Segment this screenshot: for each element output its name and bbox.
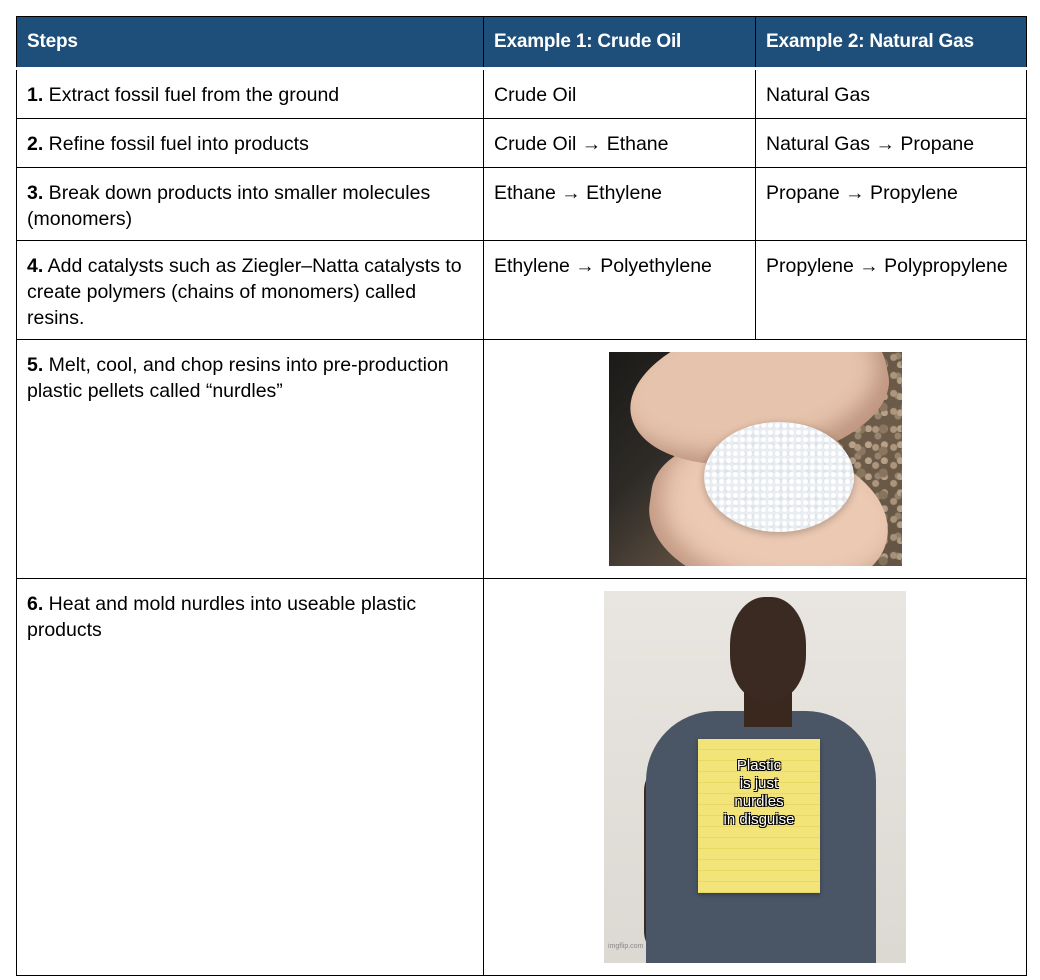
- sign-text: [698, 757, 820, 829]
- step-text: Extract fossil fuel from the ground: [43, 84, 340, 106]
- plastic-pellets: [704, 422, 854, 532]
- step-cell: [17, 579, 484, 976]
- step-number: 3.: [27, 182, 44, 204]
- step-cell: [17, 168, 484, 241]
- example-2-cell: Propane → Propylene: [756, 168, 1027, 241]
- meme-image-cell: [484, 579, 1027, 976]
- table-row: [17, 340, 1027, 579]
- step-number: 4.: [27, 255, 44, 277]
- step-text: Heat and mold nurdles into useable plastic products: [27, 593, 417, 641]
- step-text: Refine fossil fuel into products: [43, 133, 309, 155]
- example-1-cell: Crude Oil: [484, 69, 756, 119]
- table-row: [17, 119, 1027, 168]
- table-row: [17, 241, 1027, 340]
- step-number: 6.: [27, 593, 44, 615]
- table-row: [17, 69, 1027, 119]
- step-text: Break down products into smaller molecules (monomers): [27, 182, 431, 230]
- step-number: 2.: [27, 133, 44, 155]
- example-1-cell: Ethylene → Polyethylene: [484, 241, 756, 340]
- table-row: [17, 579, 1027, 976]
- step-cell: [17, 69, 484, 119]
- step-cell: [17, 340, 484, 579]
- table-header-row: [17, 17, 1027, 69]
- step-text: Add catalysts such as Ziegler–Natta catalysts to create polymers (chains of monomers) called resins.: [27, 255, 462, 329]
- step-cell: [17, 241, 484, 340]
- header-example-2: Example 2: Natural Gas: [756, 17, 1027, 69]
- nurdles-in-hands-photo: [609, 352, 902, 566]
- example-2-cell: Natural Gas: [756, 69, 1027, 119]
- example-1-cell: Ethane → Ethylene: [484, 168, 756, 241]
- step-text: Melt, cool, and chop resins into pre-production plastic pellets called “nurdles”: [27, 354, 449, 402]
- imgflip-watermark: imgflip.com: [608, 943, 644, 950]
- head: [730, 597, 806, 701]
- steps-table-container: [16, 16, 1026, 976]
- example-1-cell: Crude Oil → Ethane: [484, 119, 756, 168]
- step-number: 5.: [27, 354, 44, 376]
- sign-line: nurdles: [734, 793, 784, 810]
- plastic-production-table: [16, 16, 1027, 976]
- step-cell: [17, 119, 484, 168]
- yellow-notepad-sign: [698, 739, 820, 893]
- example-2-cell: Propylene → Polypropylene: [756, 241, 1027, 340]
- step-number: 1.: [27, 84, 44, 106]
- nurdles-image-cell: [484, 340, 1027, 579]
- sign-line: is just: [739, 775, 779, 792]
- header-example-1: Example 1: Crude Oil: [484, 17, 756, 69]
- sign-line: in disguise: [723, 811, 795, 828]
- header-steps: Steps: [17, 17, 484, 69]
- table-row: [17, 168, 1027, 241]
- example-2-cell: Natural Gas → Propane: [756, 119, 1027, 168]
- meme-photo: [604, 591, 906, 963]
- sign-line: Plastic: [736, 757, 782, 774]
